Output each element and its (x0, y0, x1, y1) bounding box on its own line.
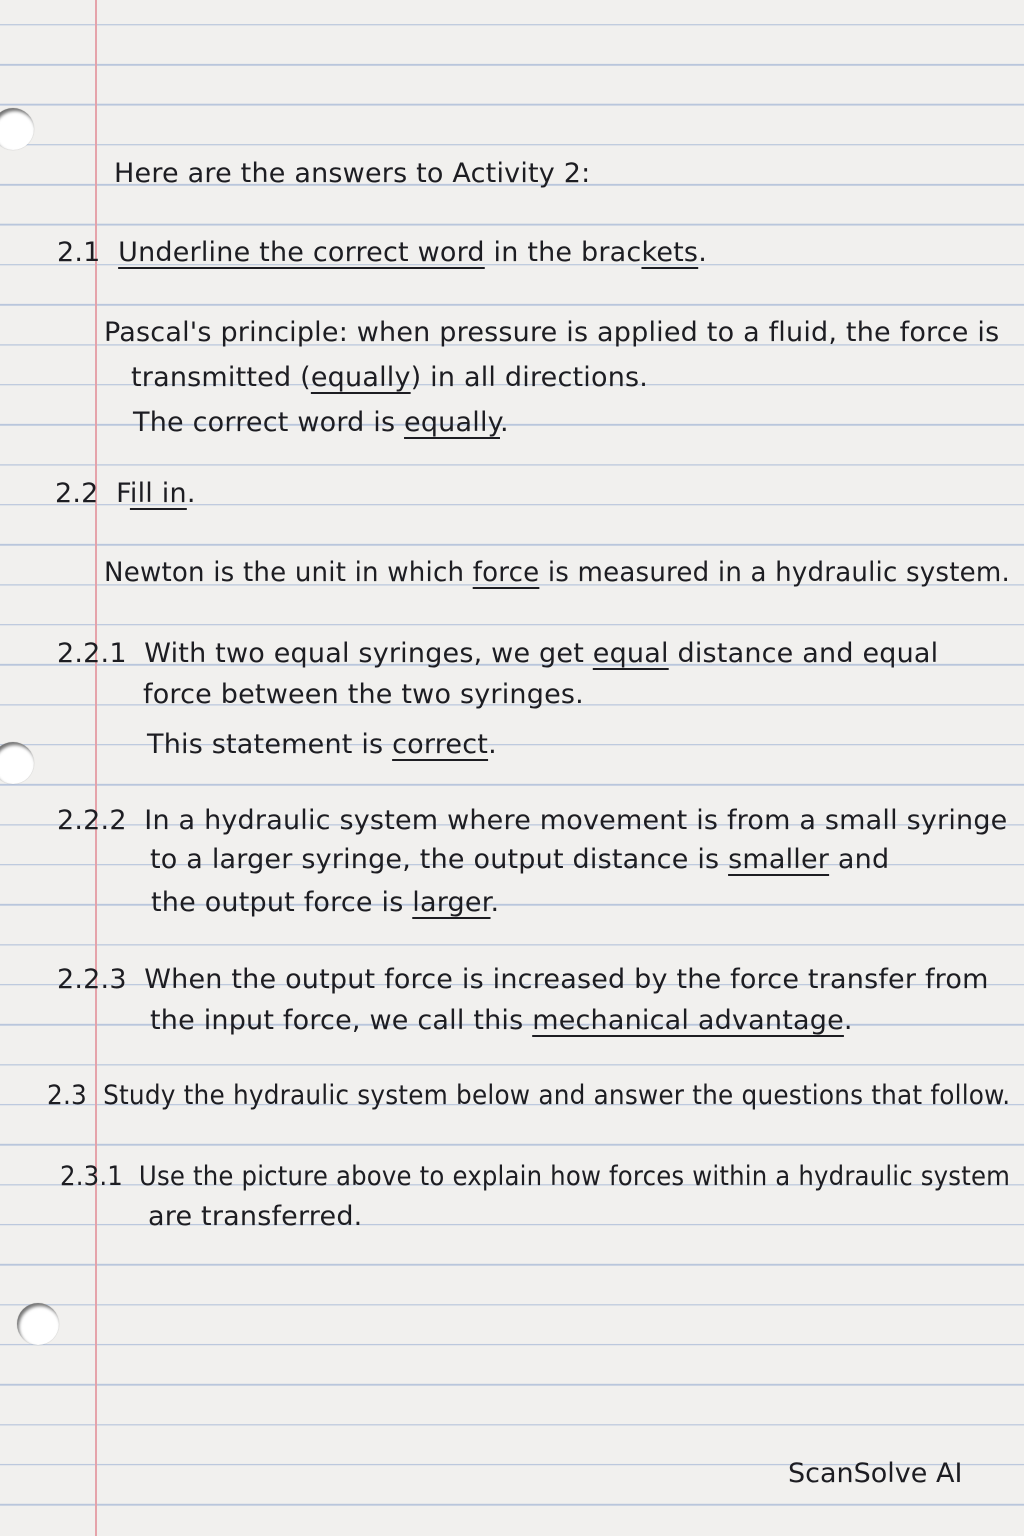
question-text-line: are transferred. (148, 1201, 363, 1232)
answer-text: the output force is (151, 887, 413, 918)
answer-text: the input force, we call this (150, 1005, 533, 1036)
heading-text: in the brac (484, 237, 642, 268)
answer-text: With two equal syringes, we get (144, 638, 593, 669)
answer-line: Pascal's principle: when pressure is applied to a fluid, the force is (104, 317, 1000, 348)
answer-word: force (472, 557, 540, 588)
question-number: 2.2.3 (57, 964, 127, 995)
answer-text: When the output force is increased by the force transfer from (144, 964, 989, 995)
answer-word: larger (412, 887, 491, 918)
question-number: 2.2.2 (57, 805, 127, 836)
question-2-2-1 (57, 637, 938, 671)
heading-text: . (186, 478, 196, 509)
answer-line (151, 886, 499, 920)
answer-text: . (490, 887, 500, 918)
answer-word: correct (392, 729, 489, 760)
heading-text: . (698, 237, 707, 268)
punch-hole-bottom (17, 1303, 59, 1345)
answer-word: equal (592, 638, 669, 669)
answer-text: Newton is the unit in which (104, 557, 473, 588)
question-2-2-2 (57, 804, 1008, 838)
question-number: 2.3 (47, 1080, 87, 1111)
question-number: 2.2.1 (57, 638, 127, 669)
heading-underlined: ill in (129, 478, 187, 509)
answer-text: transmitted ( (131, 362, 311, 393)
answer-line (104, 556, 1010, 590)
question-number: 2.1 (57, 237, 101, 268)
answer-text: The correct word is (133, 407, 405, 438)
heading-text: F (116, 478, 130, 509)
answer-text: . (499, 407, 509, 438)
question-2-3 (47, 1079, 1010, 1113)
question-2-1-heading (57, 236, 707, 270)
punch-hole-top (0, 108, 34, 150)
answer-line (131, 361, 648, 395)
answer-text: In a hydraulic system where movement is from a small syringe (144, 805, 1008, 836)
answer-text: and (829, 844, 890, 875)
heading-underlined: Underline the correct word (118, 237, 485, 268)
question-2-2-3 (57, 963, 989, 997)
answer-text: . (488, 729, 497, 760)
answer-line (150, 843, 889, 877)
answer-line: force between the two syringes. (143, 679, 584, 710)
question-2-3-1 (60, 1160, 1010, 1194)
answer-text: is measured in a hydraulic system. (539, 557, 1010, 588)
signature: ScanSolve AI (788, 1458, 963, 1489)
answer-text: distance and equal (668, 638, 939, 669)
heading-underlined: kets (641, 237, 699, 268)
question-text: Study the hydraulic system below and answer the questions that follow. (103, 1080, 1011, 1111)
answer-line (150, 1004, 853, 1038)
question-2-2-heading (55, 477, 196, 511)
question-text: Use the picture above to explain how forces within a hydraulic system (138, 1161, 1011, 1192)
margin-line (95, 0, 97, 1536)
question-number: 2.2 (55, 478, 99, 509)
answer-word: equally (404, 407, 500, 438)
answer-text: This statement is (147, 729, 393, 760)
answer-word: mechanical advantage (532, 1005, 844, 1036)
answer-line (133, 406, 509, 440)
question-number: 2.3.1 (60, 1161, 124, 1192)
punch-hole-middle (0, 742, 34, 784)
intro-text: Here are the answers to Activity 2: (114, 158, 591, 189)
answer-text: . (843, 1005, 853, 1036)
answer-text: ) in all directions. (410, 362, 649, 393)
answer-line (147, 728, 497, 762)
answer-word: equally (310, 362, 411, 393)
answer-word: smaller (728, 844, 830, 875)
answer-text: to a larger syringe, the output distance is (150, 844, 729, 875)
